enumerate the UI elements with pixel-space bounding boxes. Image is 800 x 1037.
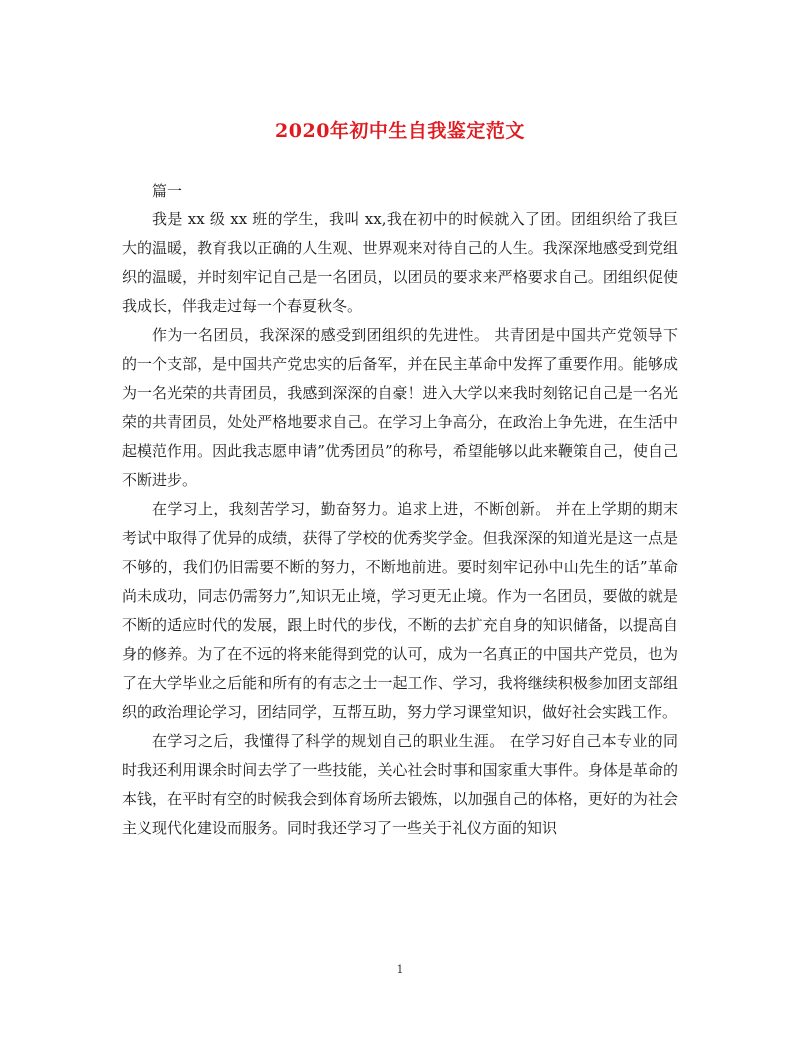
paragraph-4: 在学习之后，我懂得了科学的规划自己的职业生涯。 在学习好自己本专业的同时我还利用课余时间去学了一些技能，关心社会时事和国家重大事件。身体是革命的本钱，在平时有空的时候我会到体育场所去锻炼，以加强自己的体格，更好的为社会主义现代化建设而服务。同时我还学习了一些关于礼仪方面的知识: [122, 732, 678, 837]
paragraph-3: 在学习上，我刻苦学习，勤奋努力。追求上进，不断创新。 并在上学期的期末考试中取得了优异的成绩，获得了学校的优秀奖学金。但我深深的知道光是这一点是不够的，我们仍旧需要不断的努力，不断地前进。要时刻牢记孙中山先生的话”革命尚未成功，同志仍需努力”,知识无止境，学习更无止境。作为一名团员，要做的就是不断的适应时代的发展，跟上时代的步伐，不断的去扩充自身的知识储备，以提高自身的修养。为了在不远的将来能得到党的认可，成为一名真正的中国共产党员，也为了在大学毕业之后能和所有的有志之士一起工作、学习，我将继续积极参加团支部组织的政治理论学习，团结同学，互帮互助，努力学习课堂知识，做好社会实践工作。: [122, 500, 678, 721]
paragraph-2: 作为一名团员，我深深的感受到团组织的先进性。 共青团是中国共产党领导下的一个支部，是中国共产党忠实的后备军，并在民主革命中发挥了重要作用。能够成为一名光荣的共青团员，我感到深深的自豪！进入大学以来我时刻铭记自己是一名光荣的共青团员，处处严格地要求自己。在学习上争高分，在政治上争先进，在生活中起模范作用。因此我志愿申请”优秀团员”的称号，希望能够以此来鞭策自己，使自己不断进步。: [122, 326, 678, 489]
document-body: [122, 205, 678, 843]
page-number: 1: [396, 963, 404, 976]
document-title: 2020年初中生自我鉴定范文: [275, 120, 525, 142]
paragraph-1: 我是 xx 级 xx 班的学生，我叫 xx,我在初中的时候就入了团。团组织给了我巨大的温暖，教育我以正确的人生观、世界观来对待自己的人生。我深深地感受到党组织的温暖，并时刻牢记自己是一名团员，以团员的要求来严格要求自己。团组织促使我成长，伴我走过每一个春夏秋冬。: [122, 210, 678, 315]
section-label: 篇一: [152, 182, 183, 200]
